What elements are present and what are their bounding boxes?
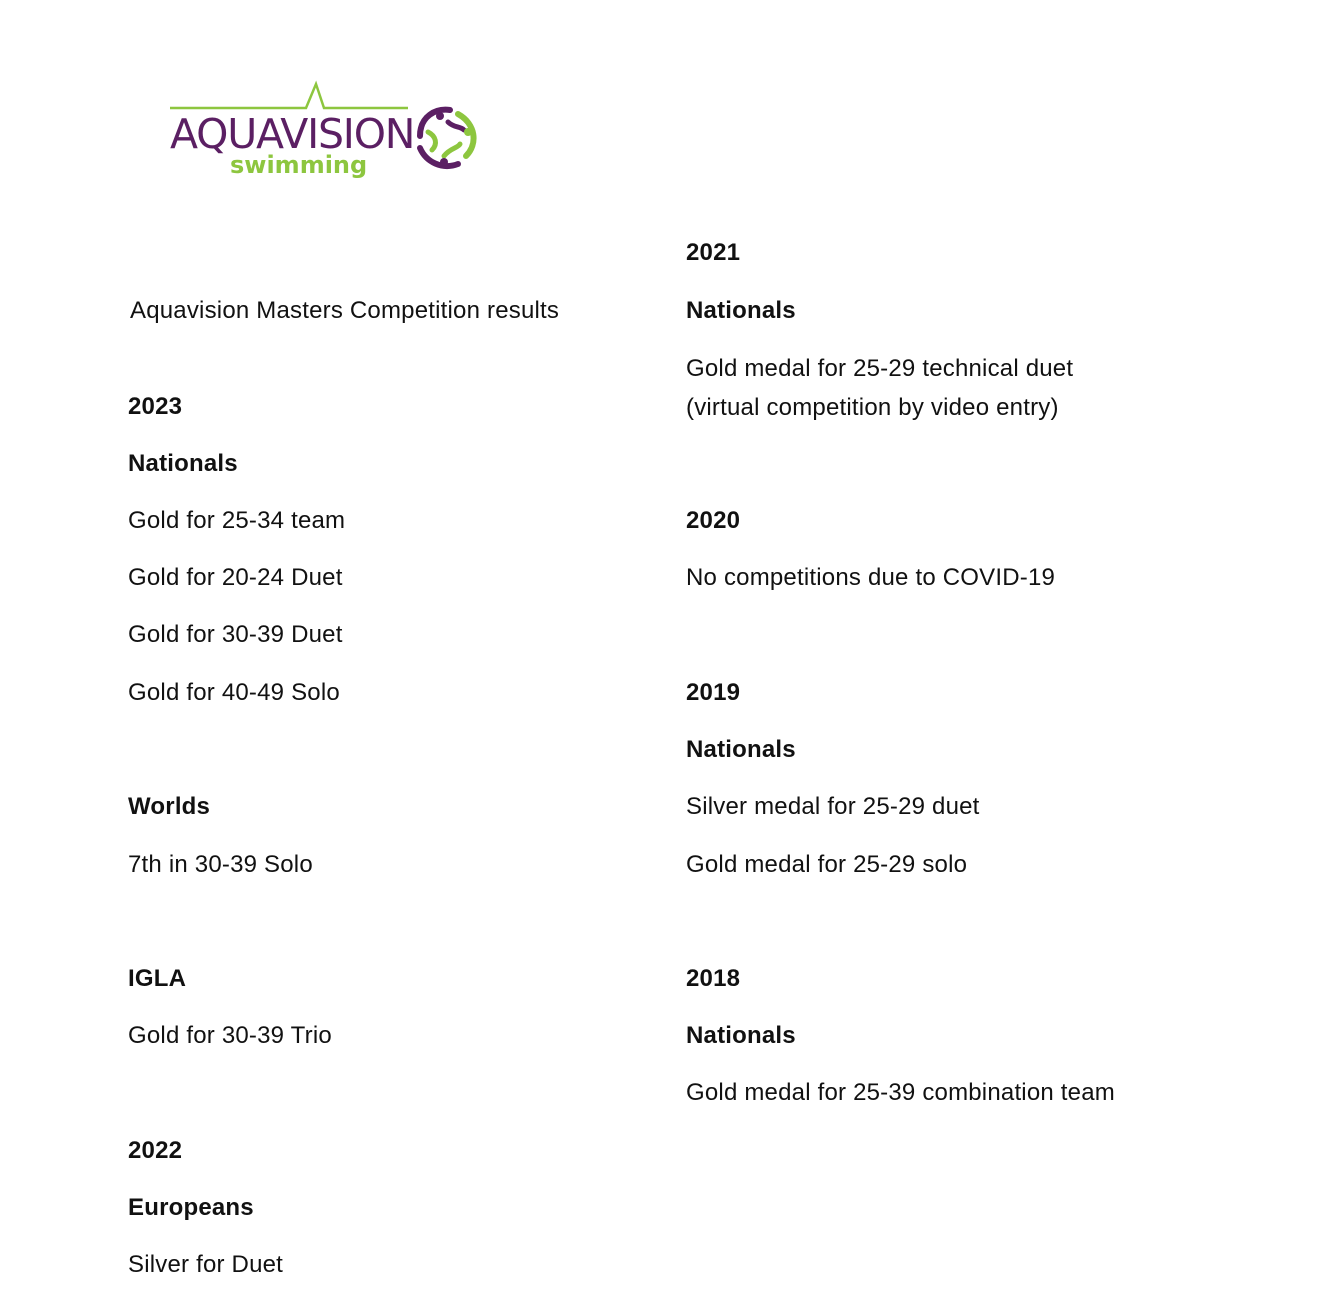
year-2022-heading: 2022 — [128, 1137, 183, 1164]
result-item: Gold for 25-34 team — [128, 507, 346, 534]
result-item: Gold medal for 25-39 combination team — [686, 1079, 1115, 1106]
result-item: Gold for 30-39 Trio — [128, 1022, 332, 1049]
swimmers-emblem-icon — [420, 110, 474, 166]
worlds-heading: Worlds — [128, 793, 211, 820]
year-2018-heading: 2018 — [686, 965, 741, 992]
nationals-2019-heading: Nationals — [686, 736, 796, 763]
result-item: Gold for 40-49 Solo — [128, 679, 340, 706]
logo-wave-line — [170, 84, 408, 108]
year-2021-heading: 2021 — [686, 239, 741, 266]
logo-wordmark: AQUAVISION — [170, 110, 415, 158]
result-item: Silver medal for 25-29 duet — [686, 793, 980, 820]
result-item: Gold for 30-39 Duet — [128, 621, 343, 648]
logo-subtitle: swimming — [230, 151, 368, 179]
result-item: No competitions due to COVID-19 — [686, 564, 1056, 591]
page-intro-title: Aquavision Masters Competition results — [130, 297, 560, 324]
year-2020-heading: 2020 — [686, 507, 741, 534]
result-item: Gold medal for 25-29 solo — [686, 851, 968, 878]
result-item: Gold for 20-24 Duet — [128, 564, 343, 591]
nationals-2018-heading: Nationals — [686, 1022, 796, 1049]
igla-heading: IGLA — [128, 965, 187, 992]
aquavision-logo — [166, 78, 486, 182]
europeans-heading: Europeans — [128, 1194, 254, 1221]
result-item: Silver for Duet — [128, 1251, 284, 1278]
year-2019-heading: 2019 — [686, 679, 741, 706]
nationals-2023-heading: Nationals — [128, 450, 238, 477]
result-item: Gold medal for 25-29 technical duet (virtual competition by video entry) — [686, 355, 1074, 421]
nationals-2021-heading: Nationals — [686, 297, 796, 324]
year-2023-heading: 2023 — [128, 393, 183, 420]
result-item: 7th in 30-39 Solo — [128, 851, 313, 878]
